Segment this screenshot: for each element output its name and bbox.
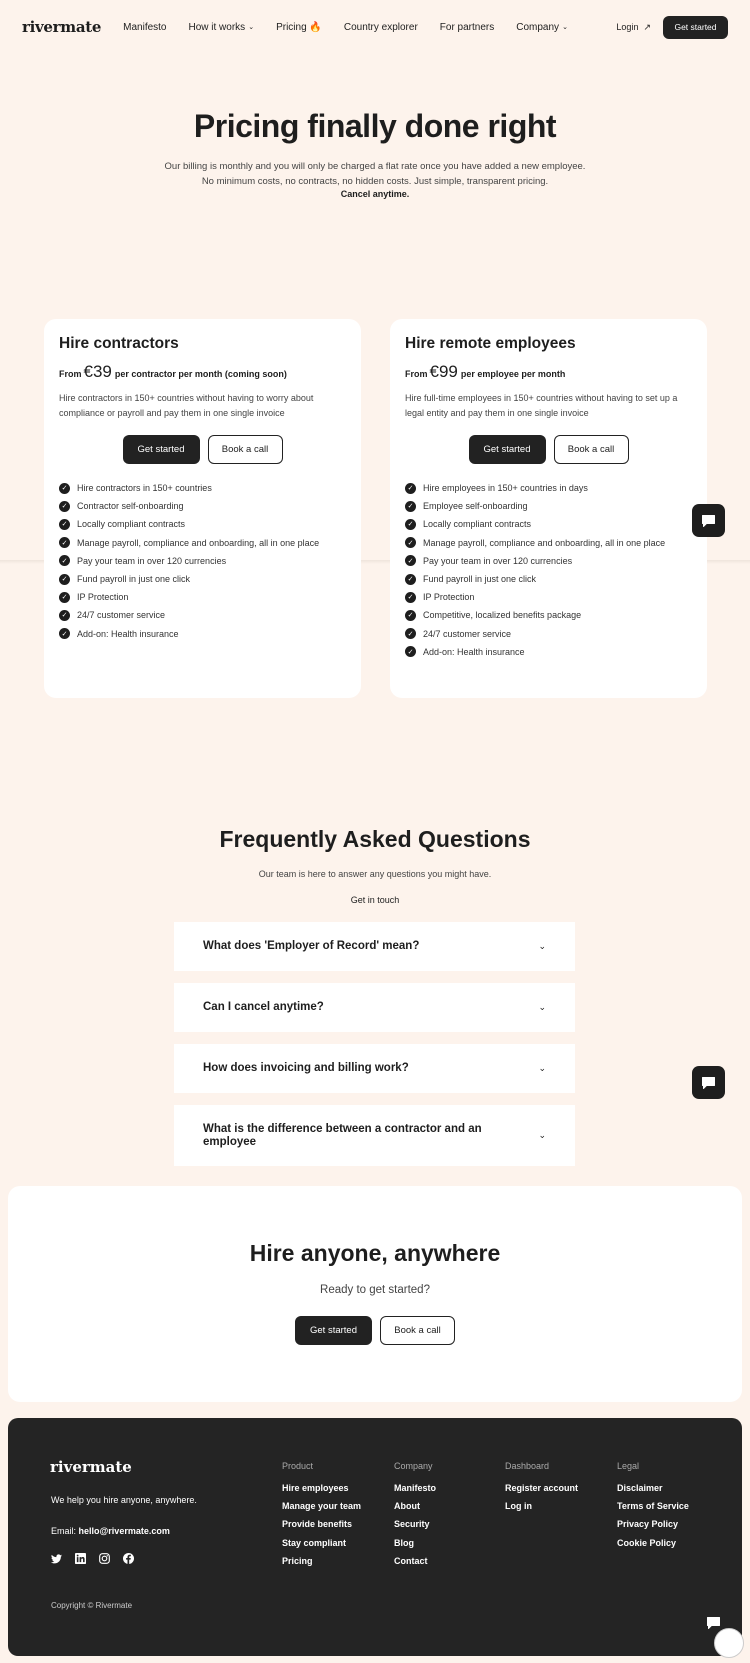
- chevron-down-icon: ⌄: [538, 1130, 546, 1140]
- cta-section: [8, 1186, 742, 1402]
- feature-item: [59, 552, 346, 570]
- feature-item: [59, 625, 346, 643]
- nav-link-how-it-works[interactable]: [189, 22, 255, 33]
- nav-link-label: How it works: [188, 21, 246, 33]
- footer-link[interactable]: Hire employees: [282, 1483, 349, 1494]
- faq-item[interactable]: [174, 922, 575, 971]
- arrow-up-right-icon: ↗: [643, 21, 651, 32]
- nav-link-label: For partners: [439, 21, 495, 33]
- price-unit: per employee per month: [460, 369, 566, 379]
- check-icon: ✓: [405, 519, 416, 530]
- check-icon: ✓: [405, 610, 416, 621]
- feature-label: Manage payroll, compliance and onboarding, all in one place: [423, 537, 666, 548]
- chat-launcher-circle[interactable]: [714, 1628, 744, 1658]
- instagram-icon[interactable]: [99, 1553, 110, 1564]
- footer-column-heading: Legal: [617, 1461, 640, 1471]
- feature-list: [405, 479, 692, 661]
- footer-link[interactable]: About: [394, 1501, 420, 1512]
- nav-links: [123, 22, 590, 33]
- footer-link[interactable]: Disclaimer: [617, 1483, 663, 1494]
- faq-item[interactable]: [174, 1044, 575, 1093]
- hero-subtitle: [0, 159, 750, 189]
- check-icon: ✓: [405, 537, 416, 548]
- feature-item: [405, 570, 692, 588]
- nav-link-label: Manifesto: [123, 21, 167, 33]
- book-a-call-button[interactable]: Book a call: [208, 435, 283, 464]
- footer-column-heading: Product: [282, 1461, 314, 1471]
- check-icon: ✓: [59, 501, 70, 512]
- footer-email: [51, 1526, 170, 1536]
- feature-label: Pay your team in over 120 currencies: [423, 555, 573, 566]
- feature-label: Hire contractors in 150+ countries: [77, 483, 212, 494]
- card-title: Hire remote employees: [405, 335, 576, 352]
- check-icon: ✓: [59, 519, 70, 530]
- chat-bubble-icon: [701, 1076, 716, 1090]
- feature-item: [59, 570, 346, 588]
- footer-column-product: [282, 1461, 361, 1570]
- footer-link[interactable]: Register account: [505, 1483, 579, 1494]
- nav-get-started-button[interactable]: Get started: [663, 16, 728, 39]
- check-icon: ✓: [59, 574, 70, 585]
- footer-link[interactable]: Provide benefits: [282, 1519, 353, 1530]
- chevron-down-icon: ⌄: [538, 1063, 546, 1073]
- get-started-button[interactable]: Get started: [123, 435, 200, 464]
- faq-subtitle: Our team is here to answer any questions you might have.: [258, 869, 492, 879]
- check-icon: ✓: [405, 574, 416, 585]
- check-icon: ✓: [405, 555, 416, 566]
- nav-link-label: Pricing 🔥: [276, 21, 322, 33]
- email-link[interactable]: hello@rivermate.com: [78, 1526, 170, 1536]
- hero-line-2: No minimum costs, no contracts, no hidden costs. Just simple, transparent pricing.: [201, 176, 549, 187]
- top-nav: [0, 0, 750, 54]
- nav-link-country-explorer[interactable]: [344, 22, 418, 33]
- feature-item: [59, 588, 346, 606]
- check-icon: ✓: [59, 537, 70, 548]
- feature-label: 24/7 customer service: [77, 610, 166, 621]
- faq-question: What does 'Employer of Record' mean?: [203, 940, 420, 952]
- feature-label: IP Protection: [423, 592, 475, 603]
- feature-label: Manage payroll, compliance and onboarding, all in one place: [77, 537, 320, 548]
- feature-item: [405, 552, 692, 570]
- chevron-down-icon: ⌄: [562, 24, 568, 31]
- book-a-call-button[interactable]: Book a call: [380, 1316, 455, 1345]
- feature-item: [405, 606, 692, 624]
- feature-label: Pay your team in over 120 currencies: [77, 555, 227, 566]
- feature-item: [405, 534, 692, 552]
- feature-item: [405, 479, 692, 497]
- footer-column-heading: Company: [394, 1461, 433, 1471]
- footer-link[interactable]: Cookie Policy: [617, 1537, 677, 1548]
- footer: [8, 1418, 742, 1656]
- social-links: [51, 1553, 134, 1564]
- card-buttons: [405, 435, 692, 464]
- pricing-card-contractors: [44, 319, 361, 698]
- feature-item: [59, 534, 346, 552]
- chat-button[interactable]: [692, 1066, 725, 1099]
- footer-link[interactable]: Security: [394, 1519, 430, 1530]
- hero-line-1: Our billing is monthly and you will only be charged a flat rate once you have added a new employee.: [164, 161, 586, 172]
- feature-item: [405, 515, 692, 533]
- nav-link-for-partners[interactable]: [440, 22, 494, 33]
- price-amount: €39: [83, 362, 112, 381]
- login-link[interactable]: [616, 22, 651, 33]
- login-label: Login: [616, 22, 639, 32]
- feature-item: [405, 625, 692, 643]
- footer-link[interactable]: Log in: [505, 1501, 532, 1512]
- pricing-card-employees: [390, 319, 707, 698]
- footer-link[interactable]: Pricing: [282, 1555, 313, 1566]
- page-title: Pricing finally done right: [193, 108, 557, 144]
- nav-right: [616, 16, 728, 39]
- footer-link[interactable]: Blog: [394, 1537, 414, 1548]
- faq-question: What is the difference between a contractor and an employee: [203, 1122, 482, 1148]
- card-buttons: [59, 435, 346, 464]
- cta-buttons: [8, 1316, 742, 1345]
- footer-column-company: [394, 1461, 436, 1570]
- card-title: Hire contractors: [59, 335, 179, 352]
- chat-bubble-icon: [701, 514, 716, 528]
- faq-title: Frequently Asked Questions: [219, 826, 531, 852]
- check-icon: ✓: [405, 483, 416, 494]
- feature-list: [59, 479, 346, 643]
- footer-column-dashboard: [505, 1461, 578, 1515]
- footer-column-legal: [617, 1461, 689, 1552]
- feature-label: Add-on: Health insurance: [77, 628, 179, 639]
- footer-logo[interactable]: rivermate: [50, 1458, 132, 1476]
- card-description: Hire contractors in 150+ countries without having to worry about compliance or payroll and pay them in one single invoice: [59, 393, 314, 418]
- feature-item: [405, 497, 692, 515]
- nav-link-manifesto[interactable]: [123, 22, 166, 33]
- price-amount: €99: [429, 362, 458, 381]
- hero-cancel-note: Cancel anytime.: [340, 189, 410, 199]
- card-description: Hire full-time employees in 150+ countries without having to set up a legal entity and pay them in one single invoice: [405, 393, 678, 418]
- get-started-button[interactable]: Get started: [469, 435, 546, 464]
- price-row: [59, 362, 346, 382]
- check-icon: ✓: [59, 628, 70, 639]
- check-icon: ✓: [405, 628, 416, 639]
- footer-link[interactable]: Contact: [394, 1555, 428, 1566]
- feature-label: 24/7 customer service: [423, 628, 512, 639]
- feature-label: Fund payroll in just one click: [423, 574, 537, 585]
- feature-label: Fund payroll in just one click: [77, 574, 191, 585]
- faq-item[interactable]: [174, 983, 575, 1032]
- feature-item: [59, 515, 346, 533]
- faq-question: Can I cancel anytime?: [203, 1001, 324, 1013]
- footer-link[interactable]: Manifesto: [394, 1483, 437, 1494]
- chevron-down-icon: ⌄: [538, 941, 546, 951]
- nav-link-pricing[interactable]: [276, 22, 322, 33]
- check-icon: ✓: [59, 483, 70, 494]
- cta-title: Hire anyone, anywhere: [249, 1240, 501, 1266]
- email-label: Email:: [51, 1526, 77, 1536]
- feature-item: [59, 497, 346, 515]
- get-in-touch-link[interactable]: Get in touch: [350, 895, 400, 905]
- feature-label: Locally compliant contracts: [77, 519, 186, 530]
- chevron-down-icon: ⌄: [538, 1002, 546, 1012]
- nav-link-company[interactable]: [516, 22, 568, 33]
- twitter-icon[interactable]: [51, 1553, 62, 1564]
- cta-subtitle: Ready to get started?: [320, 1284, 430, 1296]
- feature-label: Add-on: Health insurance: [423, 646, 525, 657]
- check-icon: ✓: [59, 592, 70, 603]
- faq-question: How does invoicing and billing work?: [203, 1062, 409, 1074]
- footer-link[interactable]: Privacy Policy: [617, 1519, 679, 1530]
- feature-item: [405, 643, 692, 661]
- copyright: Copyright © Rivermate: [51, 1601, 133, 1610]
- nav-link-label: Company: [516, 21, 560, 33]
- footer-link[interactable]: Manage your team: [282, 1501, 362, 1512]
- feature-label: Competitive, localized benefits package: [423, 610, 582, 621]
- price-row: [405, 362, 692, 382]
- check-icon: ✓: [405, 501, 416, 512]
- chevron-down-icon: ⌄: [248, 24, 255, 31]
- facebook-icon[interactable]: [123, 1553, 134, 1564]
- feature-label: Contractor self-onboarding: [77, 501, 184, 512]
- price-from: From: [405, 369, 428, 379]
- price-unit: per contractor per month (coming soon): [114, 369, 287, 379]
- footer-column-heading: Dashboard: [505, 1461, 550, 1471]
- feature-label: Employee self-onboarding: [423, 501, 528, 512]
- footer-link[interactable]: Stay compliant: [282, 1537, 347, 1548]
- price-from: From: [59, 369, 82, 379]
- feature-label: Hire employees in 150+ countries in days: [423, 483, 588, 494]
- check-icon: ✓: [405, 592, 416, 603]
- check-icon: ✓: [405, 646, 416, 657]
- book-a-call-button[interactable]: Book a call: [554, 435, 629, 464]
- footer-link[interactable]: Terms of Service: [617, 1501, 689, 1512]
- check-icon: ✓: [59, 610, 70, 621]
- feature-item: [405, 588, 692, 606]
- linkedin-icon[interactable]: [75, 1553, 86, 1564]
- nav-link-label: Country explorer: [343, 21, 418, 33]
- check-icon: ✓: [59, 555, 70, 566]
- feature-label: Locally compliant contracts: [423, 519, 532, 530]
- logo[interactable]: rivermate: [22, 18, 102, 36]
- chat-button[interactable]: [692, 504, 725, 537]
- chat-bubble-icon: [706, 1616, 721, 1630]
- get-started-button[interactable]: Get started: [295, 1316, 372, 1345]
- faq-item[interactable]: [174, 1105, 575, 1166]
- feature-item: [59, 479, 346, 497]
- feature-label: IP Protection: [77, 592, 129, 603]
- footer-tagline: We help you hire anyone, anywhere.: [51, 1495, 197, 1505]
- feature-item: [59, 606, 346, 624]
